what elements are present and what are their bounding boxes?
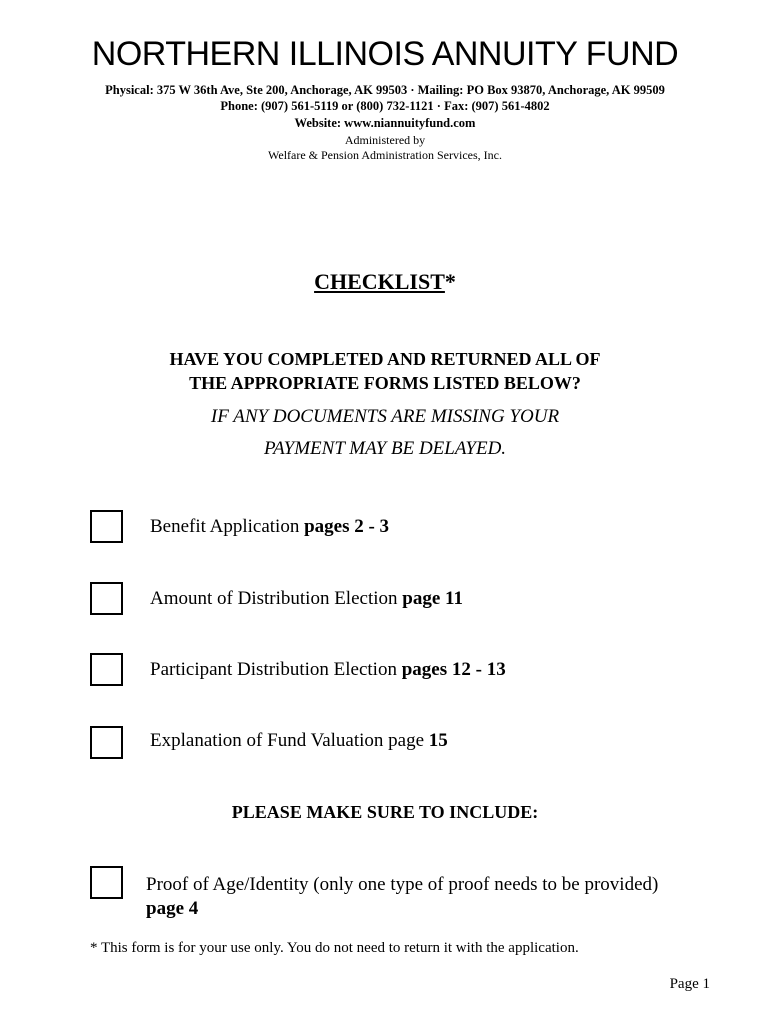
fund-title: NORTHERN ILLINOIS ANNUITY FUND — [91, 35, 679, 73]
checklist-heading-asterisk: * — [444, 269, 456, 294]
warning-line-1: IF ANY DOCUMENTS ARE MISSING YOUR — [210, 406, 560, 427]
item-label: Explanation of Fund Valuation page — [150, 730, 429, 751]
checklist-item-benefit-application — [150, 515, 389, 539]
checkbox-fund-valuation[interactable] — [90, 726, 123, 759]
address-line: Physical: 375 W 36th Ave, Ste 200, Anchorage, AK 99503 · Mailing: PO Box 93870, Anchorage, AK 99509 — [105, 83, 665, 97]
checklist-heading — [0, 268, 770, 296]
question-line-2: THE APPROPRIATE FORMS LISTED BELOW? — [189, 373, 581, 393]
checklist-item-participant-distribution — [150, 658, 506, 682]
checklist-item-fund-valuation — [150, 729, 448, 753]
warning-line-2: PAYMENT MAY BE DELAYED. — [263, 438, 507, 459]
checkbox-benefit-application[interactable] — [90, 510, 123, 543]
item-page: page 11 — [402, 588, 463, 609]
page-number: Page 1 — [669, 976, 710, 992]
checkbox-participant-distribution[interactable] — [90, 653, 123, 686]
website-line: Website: www.niannuityfund.com — [294, 116, 476, 130]
item-label: Benefit Application — [150, 516, 305, 537]
proof-of-age-label: Proof of Age/Identity (only one type of proof needs to be provided) — [146, 874, 659, 895]
checkbox-amount-of-distribution[interactable] — [90, 582, 123, 615]
administrator-name: Welfare & Pension Administration Services, Inc. — [268, 148, 502, 162]
footnote: * This form is for your use only. You do not need to return it with the application. — [90, 940, 579, 956]
item-label: Amount of Distribution Election — [150, 588, 403, 609]
checkbox-proof-of-age[interactable] — [90, 866, 123, 899]
include-heading: PLEASE MAKE SURE TO INCLUDE: — [231, 802, 539, 822]
checklist-item-amount-of-distribution — [150, 587, 463, 611]
question-line-1: HAVE YOU COMPLETED AND RETURNED ALL OF — [169, 349, 601, 369]
item-label: Participant Distribution Election — [150, 659, 402, 680]
administered-by-label: Administered by — [344, 133, 426, 147]
proof-of-age-page: page 4 — [146, 898, 199, 919]
item-page: 15 — [428, 730, 448, 751]
checklist-heading-text: CHECKLIST — [314, 269, 445, 294]
phone-line: Phone: (907) 561-5119 or (800) 732-1121 · Fax: (907) 561-4802 — [220, 99, 550, 113]
item-page: pages 12 - 13 — [401, 659, 506, 680]
item-page: pages 2 - 3 — [304, 516, 390, 537]
